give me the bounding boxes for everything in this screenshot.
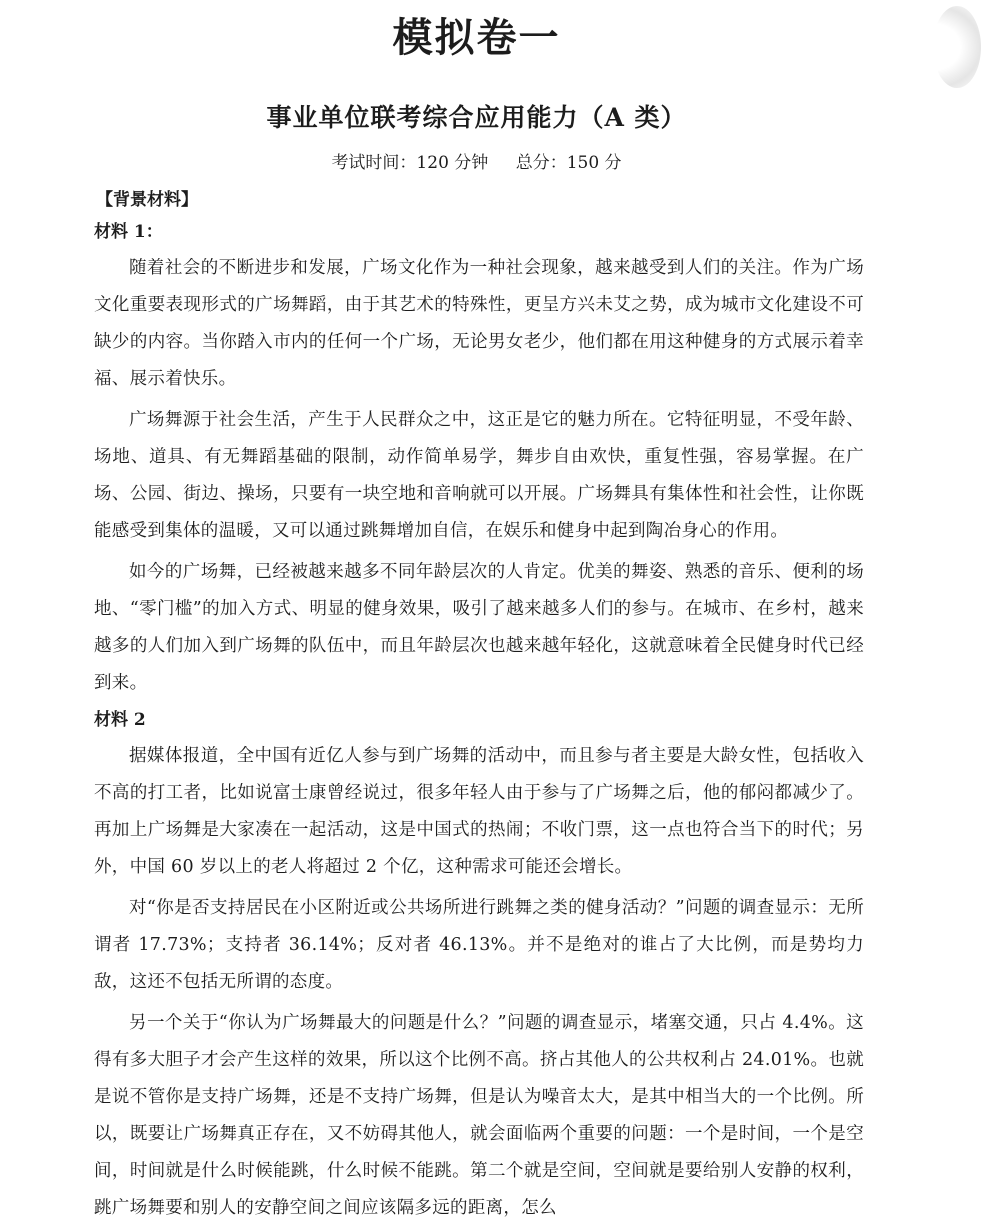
exam-subtitle: 事业单位联考综合应用能力（A 类） (266, 103, 687, 132)
material-2-paragraph-3: 另一个关于“你认为广场舞最大的问题是什么？”问题的调查显示，堵塞交通，只占 4.4%。这得有多大胆子才会产生这样的效果，所以这个比例不高。挤占其他人的公共权利占 24.01%。也就是说不管你是支持广场舞，还是不支持广场舞，但是认为噪音太大，是其中相当大的一个比例。所以，既要让广场舞真正存在，又不妨碍其他人，就会面临两个重要的问题：一个是时间，一个是空间，时间就是什么时候能跳，什么时候不能跳。第二个就是空间，空间就是要给别人安静的权利，跳广场舞要和别人的安静空间之间应该隔多远的距离，怎么 (94, 1013, 864, 1218)
exam-info (0, 148, 953, 178)
material-2-paragraph-2: 对“你是否支持居民在小区附近或公共场所进行跳舞之类的健身活动？”问题的调查显示：无所谓者 17.73%；支持者 36.14%；反对者 46.13%。并不是绝对的谁占了大比例，而是势均力敌，这还不包括无所谓的态度。 (94, 898, 864, 992)
background-materials (94, 186, 864, 1227)
total-score: 总分：150 分 (515, 153, 622, 173)
material-2-label: 材料 2 (94, 710, 146, 730)
material-1-paragraph-1: 随着社会的不断进步和发展，广场文化作为一种社会现象，越来越受到人们的关注。作为广场文化重要表现形式的广场舞蹈，由于其艺术的特殊性，更呈方兴未艾之势，成为城市文化建设不可缺少的内容。当你踏入市内的任何一个广场，无论男女老少，他们都在用这种健身的方式展示着幸福、展示着快乐。 (94, 258, 864, 389)
page-title: 模拟卷一 (392, 14, 561, 61)
material-2-paragraph-1: 据媒体报道，全中国有近亿人参与到广场舞的活动中，而且参与者主要是大龄女性，包括收入不高的打工者，比如说富士康曾经说过，很多年轻人由于参与了广场舞之后，他的郁闷都减少了。再加上广场舞是大家凑在一起活动，这是中国式的热闹；不收门票，这一点也符合当下的时代；另外，中国 60 岁以上的老人将超过 2 个亿，这种需求可能还会增长。 (94, 746, 864, 877)
material-1-paragraph-2: 广场舞源于社会生活，产生于人民群众之中，这正是它的魅力所在。它特征明显，不受年龄、场地、道具、有无舞蹈基础的限制，动作简单易学，舞步自由欢快，重复性强，容易掌握。在广场、公园、街边、操场，只要有一块空地和音响就可以开展。广场舞具有集体性和社会性，让你既能感受到集体的温暖，又可以通过跳舞增加自信，在娱乐和健身中起到陶冶身心的作用。 (94, 410, 864, 541)
section-label: 【背景材料】 (96, 190, 198, 210)
material-1-paragraph-3: 如今的广场舞，已经被越来越多不同年龄层次的人肯定。优美的舞姿、熟悉的音乐、便利的场地、“零门槛”的加入方式、明显的健身效果，吸引了越来越多人们的参与。在城市、在乡村，越来越多的人们加入到广场舞的队伍中，而且年龄层次也越来越年轻化，这就意味着全民健身时代已经到来。 (94, 562, 864, 693)
exam-time: 考试时间：120 分钟 (331, 153, 489, 173)
material-1-label: 材料 1： (94, 222, 163, 242)
